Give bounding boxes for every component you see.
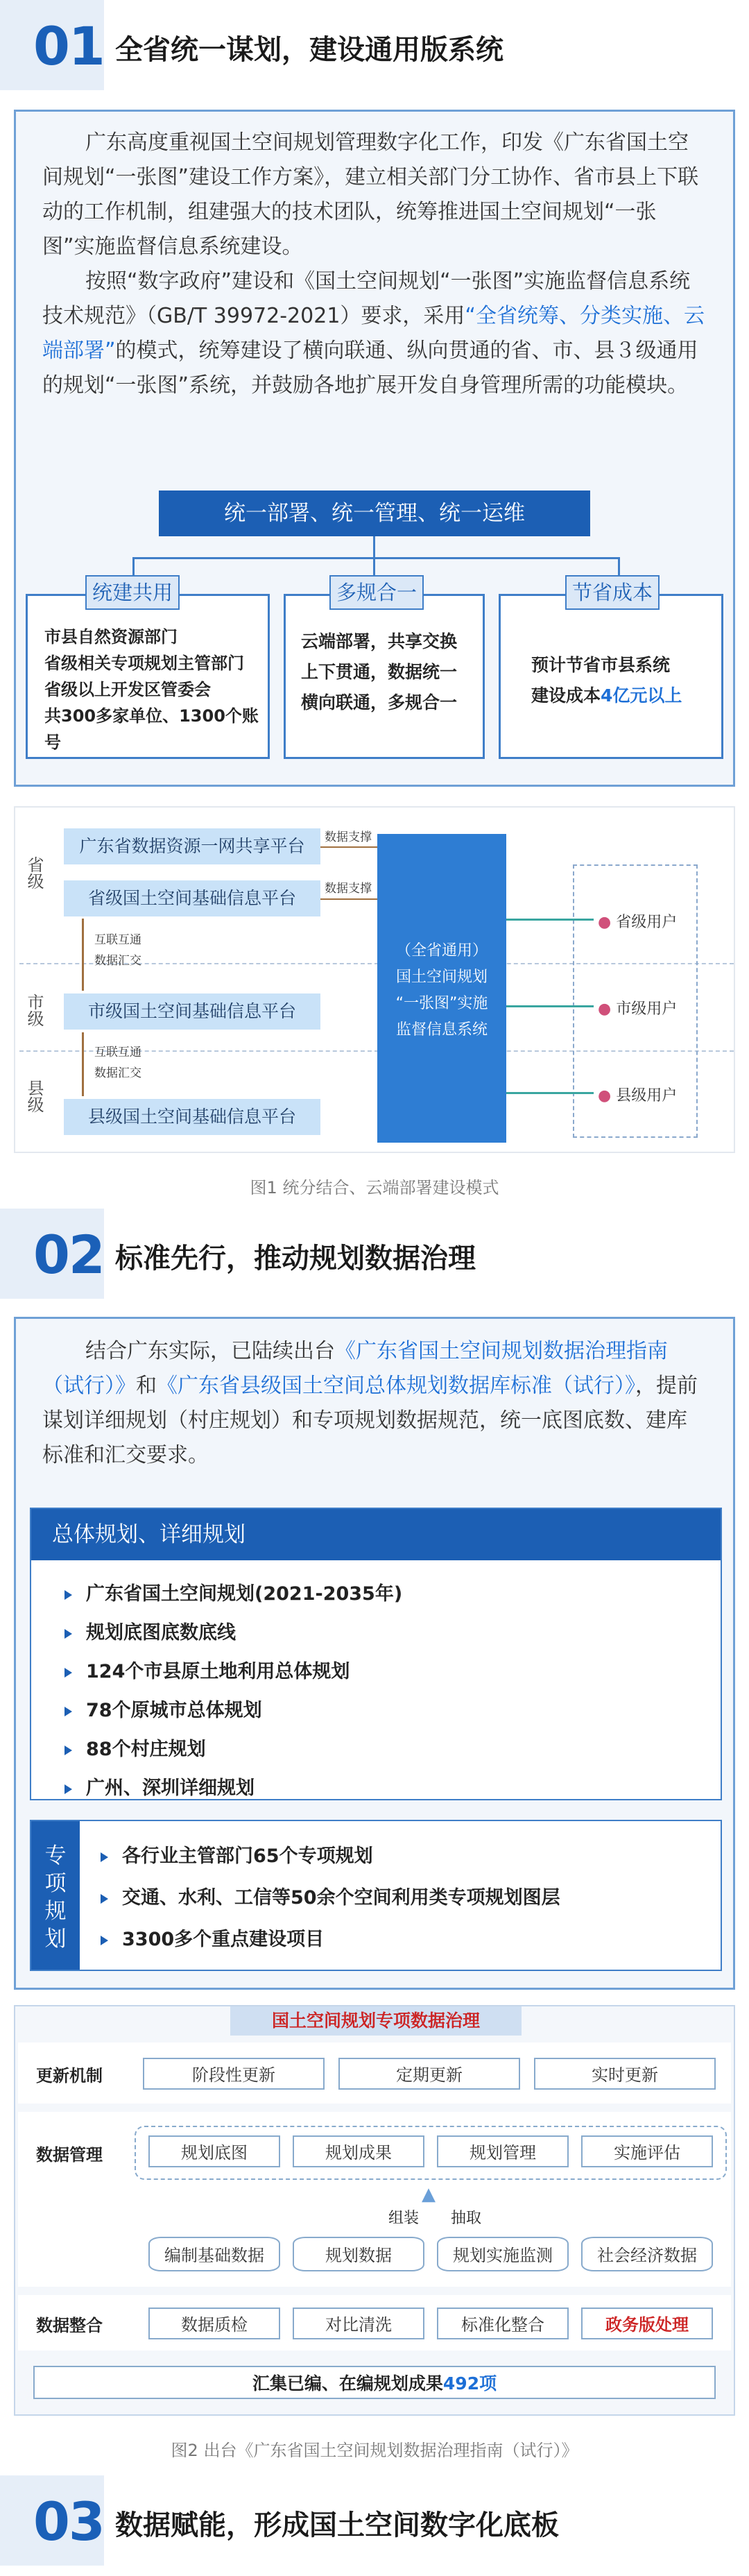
connector-line	[132, 557, 135, 575]
card-title: 统建共用	[85, 575, 180, 610]
section-title: 全省统一谋划，建设通用版系统	[115, 34, 503, 66]
text-a: 结合广东实际，已陆续出台	[85, 1339, 335, 1363]
list-item	[64, 1773, 255, 1800]
list-item	[64, 1695, 262, 1722]
link-label: 互联互通	[94, 1046, 141, 1059]
user-arrow	[506, 1005, 594, 1007]
list-item	[101, 1924, 324, 1951]
card-line: 上下贯通，数据统一	[301, 662, 458, 682]
card-line-text: 建设成本	[531, 685, 601, 706]
paragraph-2-text-a: 按照“数字政府”建设和《国土空间规划“一张图”实施监督信息系统技术规范》（GB/T 39972-2021）要求，采用	[42, 269, 691, 328]
manage-box: 规划管理	[437, 2135, 569, 2167]
list-item-text: 广东省国土空间规划(2021-2035年)	[86, 1583, 403, 1605]
source-db: 规划实施监测	[437, 2237, 569, 2271]
deploy-bar: 统一部署、统一管理、统一运维	[159, 491, 590, 536]
summary-text: 汇集已编、在编规划成果	[252, 2373, 443, 2394]
arrow-icon	[101, 1852, 108, 1862]
side-char: 规	[44, 1899, 67, 1924]
cost-highlight: 4亿元以上	[601, 685, 682, 706]
figure-2-title: 国土空间规划专项数据治理	[230, 2006, 522, 2036]
user-arrow	[506, 1092, 594, 1094]
list-item-text: 88个村庄规划	[86, 1739, 206, 1760]
side-char: 项	[44, 1871, 67, 1896]
platform-province: 省级国土空间基础信息平台	[64, 880, 320, 916]
list-item	[64, 1734, 206, 1761]
list-item	[101, 1882, 560, 1909]
arrow-icon	[64, 1784, 72, 1794]
plan-list-box	[30, 1508, 722, 1800]
update-box: 定期更新	[338, 2058, 520, 2090]
user-icon: ●	[598, 914, 612, 931]
card-title: 节省成本	[565, 575, 660, 610]
row-label: 数据整合	[36, 2316, 103, 2335]
paragraph-2-highlight: “全省统筹、分类实施、云端部署”	[42, 304, 705, 363]
arrow-icon	[101, 1936, 108, 1945]
user-entry	[598, 1084, 677, 1105]
manage-box: 实施评估	[581, 2135, 713, 2167]
list-item-text: 124个市县原土地利用总体规划	[86, 1661, 350, 1682]
central-line: 国土空间规划	[395, 969, 488, 986]
update-box: 实时更新	[534, 2058, 716, 2090]
connector-line	[618, 557, 620, 575]
platform-county: 县级国土空间基础信息平台	[64, 1099, 320, 1135]
update-row	[18, 2042, 731, 2104]
section-number: 01	[33, 15, 104, 77]
card-text	[44, 624, 266, 756]
section-3-header	[0, 2475, 749, 2566]
card-save-cost	[499, 594, 723, 759]
card-line: 预计节省市县系统	[531, 655, 671, 675]
platform-city: 市级国土空间基础信息平台	[64, 993, 320, 1030]
special-side-label	[31, 1821, 80, 1970]
plan-list-head: 总体规划、详细规划	[31, 1509, 721, 1560]
list-item-text: 各行业主管部门65个专项规划	[122, 1845, 373, 1867]
user-label: 省级用户	[616, 914, 678, 931]
user-entry	[598, 997, 677, 1018]
level-label	[24, 856, 44, 894]
card-line: 市县自然资源部门	[44, 627, 178, 647]
manage-box: 规划成果	[293, 2135, 424, 2167]
card-line	[531, 681, 718, 711]
update-box: 阶段性更新	[143, 2058, 325, 2090]
manage-row	[18, 2112, 731, 2287]
card-unified-build	[26, 594, 270, 759]
source-db: 社会经济数据	[581, 2237, 713, 2271]
summary-row	[18, 2359, 731, 2406]
list-item	[101, 1841, 373, 1868]
figure-1-caption: 图1 统分结合、云端部署建设模式	[250, 1178, 499, 1197]
card-line: 云端部署，共享交换	[301, 631, 458, 651]
source-db: 编制基础数据	[148, 2237, 280, 2271]
link-arrow	[82, 1032, 84, 1096]
central-line: （全省通用）	[395, 942, 488, 959]
central-line: “一张图”实施	[395, 995, 488, 1012]
user-icon: ●	[598, 1087, 612, 1104]
card-line: 省级相关专项规划主管部门	[44, 654, 244, 673]
support-arrow	[320, 898, 377, 900]
user-entry	[598, 910, 677, 932]
section-title: 标准先行，推动规划数据治理	[115, 1243, 476, 1274]
list-item-text: 3300多个重点建设项目	[122, 1929, 325, 1950]
central-line: 监督信息系统	[395, 1021, 488, 1039]
figure-2-caption: 图2 出台《广东省国土空间规划数据治理指南（试行）》	[171, 2441, 578, 2460]
section-number: 03	[33, 2491, 104, 2552]
special-list-box	[30, 1820, 722, 1971]
figure-2	[14, 2005, 735, 2416]
platform-share: 广东省数据资源一网共享平台	[64, 828, 320, 864]
row-label: 数据管理	[36, 2145, 103, 2165]
card-title: 多规合一	[329, 575, 424, 610]
extract-label: 抽取	[451, 2210, 482, 2227]
connector-line	[373, 557, 375, 575]
connector-line	[132, 557, 620, 559]
arrow-icon	[64, 1746, 72, 1755]
highlight-2: 《广东省县级国土空间总体规划数据库标准（试行）》	[157, 1374, 635, 1398]
section-title: 数据赋能，形成国土空间数字化底板	[115, 2509, 559, 2541]
list-item	[64, 1617, 236, 1644]
support-arrow	[320, 846, 377, 848]
user-label: 县级用户	[616, 1087, 678, 1104]
section-1-header	[0, 0, 749, 90]
support-label: 数据支撑	[325, 882, 372, 896]
manage-box: 规划底图	[148, 2135, 280, 2167]
side-char: 划	[44, 1927, 67, 1952]
link-label: 数据汇交	[94, 954, 141, 968]
assemble-label: 组装	[388, 2210, 420, 2227]
up-arrow-icon: ▲	[422, 2184, 436, 2205]
list-item-text: 78个原城市总体规划	[86, 1700, 262, 1721]
section-1-panel	[14, 110, 735, 787]
standards-paragraph	[42, 1334, 707, 1473]
figure-1	[14, 806, 735, 1153]
card-line: 共300多家单位、1300个账号	[44, 706, 259, 752]
integrate-box-highlight: 政务版处理	[581, 2308, 713, 2339]
paragraph-2	[42, 264, 707, 403]
paragraph-1: 广东高度重视国土空间规划管理数字化工作，印发《广东省国土空间规划“一张图”建设工作方案》，建立相关部门分工协作、省市县上下联动的工作机制，组建强大的技术团队，统筹推进国土空间规划“一张图”实施监督信息系统建设。	[42, 130, 699, 259]
section-number: 02	[33, 1224, 104, 1286]
central-system	[377, 834, 506, 1143]
link-label: 数据汇交	[94, 1066, 141, 1080]
summary-highlight: 492项	[442, 2373, 497, 2394]
paragraph	[42, 1334, 707, 1473]
level-label	[24, 993, 44, 1032]
section-2-panel	[14, 1317, 735, 1990]
integrate-box: 数据质检	[148, 2308, 280, 2339]
integrate-row	[18, 2295, 731, 2351]
link-arrow	[82, 919, 84, 991]
arrow-icon	[101, 1894, 108, 1904]
card-text	[301, 626, 481, 718]
text-b: 和	[136, 1374, 157, 1398]
list-item-text: 规划底图底数底线	[86, 1622, 236, 1644]
arrow-icon	[64, 1629, 72, 1639]
list-item-text: 广州、深圳详细规划	[86, 1777, 255, 1799]
card-text	[531, 650, 718, 711]
list-item	[64, 1656, 350, 1683]
connector-line	[373, 536, 375, 557]
row-label: 更新机制	[36, 2066, 103, 2085]
support-label: 数据支撑	[325, 830, 372, 844]
side-char: 专	[44, 1843, 67, 1868]
arrow-icon	[64, 1590, 72, 1600]
arrow-icon	[64, 1707, 72, 1716]
integrate-box: 对比清洗	[293, 2308, 424, 2339]
intro-paragraph	[42, 126, 707, 403]
highlight-1: 《广东省国土空间规划数据治理指南（试行）》	[42, 1339, 668, 1398]
level-text: 市级	[24, 993, 44, 1027]
paragraph-2-text-b: 的模式，统筹建设了横向联通、纵向贯通的省、市、县３级通用的规划“一张图”系统，并鼓励各地扩展开发自身管理所需的功能模块。	[42, 339, 698, 398]
section-2-header	[0, 1209, 749, 1299]
card-line: 横向联通，多规合一	[301, 692, 458, 713]
list-item-text: 交通、水利、工信等50余个空间利用类专项规划图层	[122, 1887, 560, 1909]
level-text: 县级	[24, 1080, 44, 1113]
user-icon: ●	[598, 1000, 612, 1018]
link-label: 互联互通	[94, 933, 141, 947]
text-c: ，提前谋划详细规划（村庄规划）和专项规划数据规范，统一底图底数、建库标准和汇交要求。	[42, 1374, 698, 1467]
card-line: 省级以上开发区管委会	[44, 680, 211, 699]
integrate-box: 标准化整合	[437, 2308, 569, 2339]
arrow-icon	[64, 1668, 72, 1678]
user-label: 市级用户	[616, 1000, 678, 1018]
card-multi-plan	[284, 594, 485, 759]
summary-box	[33, 2366, 716, 2399]
list-item	[64, 1578, 402, 1605]
level-text: 省级	[24, 856, 44, 889]
source-db: 规划数据	[293, 2237, 424, 2271]
user-arrow	[506, 919, 594, 921]
level-label	[24, 1080, 44, 1118]
